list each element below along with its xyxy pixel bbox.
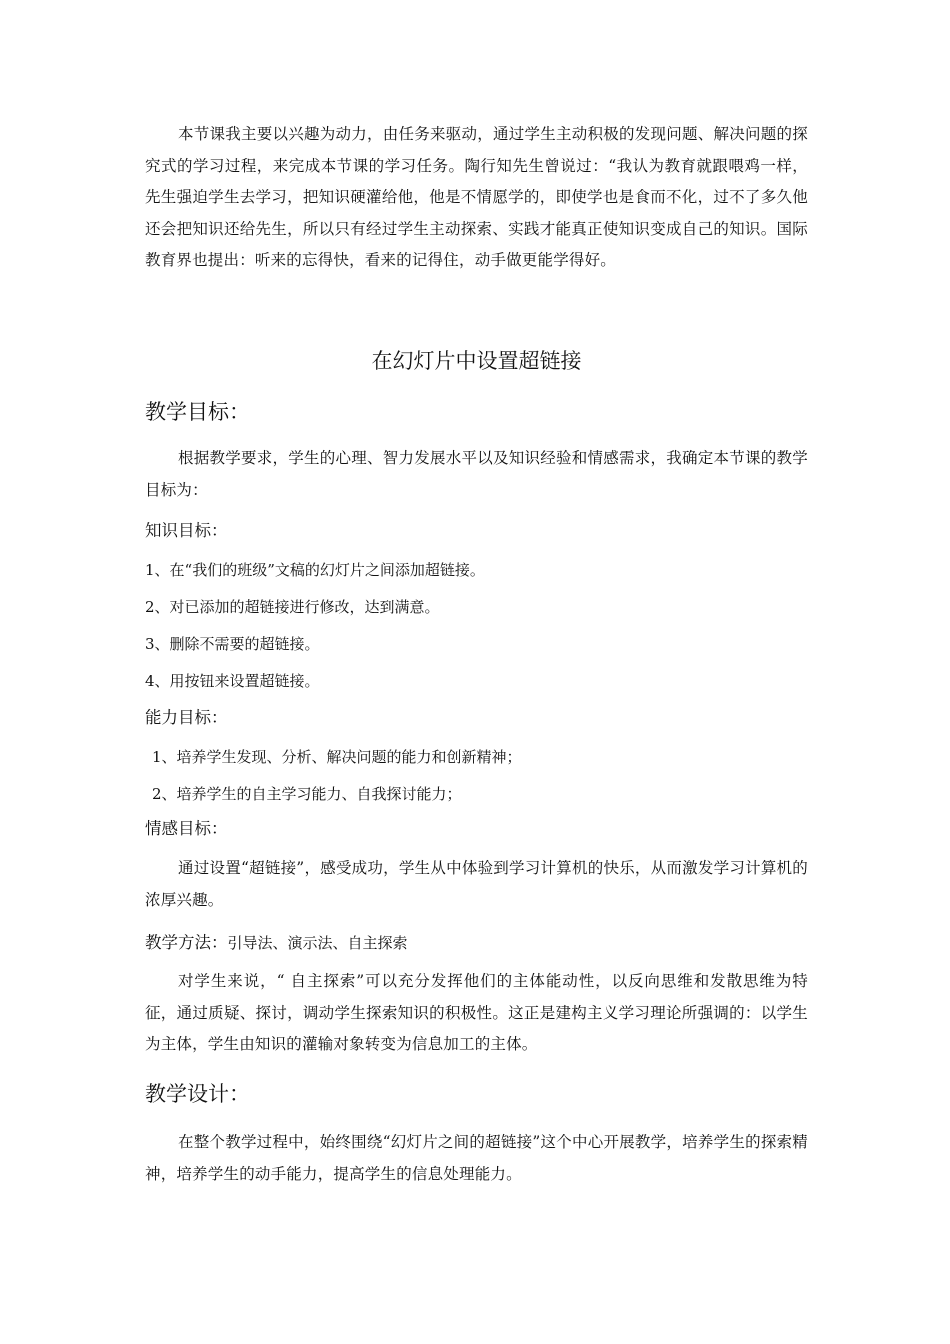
design-text: 在整个教学过程中，始终围绕“幻灯片之间的超链接”这个中心开展教学，培养学生的探索精神，培养学生的动手能力，提高学生的信息处理能力。: [145, 1133, 808, 1183]
emotion-objectives-heading: 情感目标：: [145, 819, 228, 838]
methods-text: 对学生来说，“ 自主探索”可以充分发挥他们的主体能动性，以反向思维和发散思维为特征，通过质疑、探讨，调动学生探索知识的积极性。这正是建构主义学习理论所强调的：以学生为主体，学生由知识的灌输对象转变为信息加工的主体。: [145, 972, 808, 1053]
emotion-objectives-text: 通过设置“超链接”，感受成功，学生从中体验到学习计算机的快乐，从而激发学习计算机的浓厚兴趣。: [145, 859, 808, 909]
knowledge-item-3: 3、删除不需要的超链接。: [145, 635, 320, 653]
methods-line: [145, 929, 808, 957]
page-title: 在幻灯片中设置超链接: [371, 349, 582, 373]
knowledge-item-1: 1、在“我们的班级”文稿的幻灯片之间添加超链接。: [145, 561, 485, 579]
ability-item-1: 1、培养学生发现、分析、解决问题的能力和创新精神；: [152, 748, 522, 766]
design-heading: 教学设计：: [145, 1082, 250, 1106]
methods-heading: 教学方法：: [145, 933, 228, 952]
ability-objectives-heading: 能力目标：: [145, 708, 228, 727]
methods-value: 引导法、演示法、自主探索: [227, 934, 408, 952]
ability-item-2: 2、培养学生的自主学习能力、自我探讨能力；: [152, 785, 462, 803]
objectives-intro: 根据教学要求，学生的心理、智力发展水平以及知识经验和情感需求，我确定本节课的教学目标为：: [145, 449, 808, 499]
knowledge-item-4: 4、用按钮来设置超链接。: [145, 672, 320, 690]
objectives-heading: 教学目标：: [145, 400, 250, 424]
knowledge-objectives-heading: 知识目标：: [145, 521, 228, 540]
knowledge-item-2: 2、对已添加的超链接进行修改，达到满意。: [145, 598, 440, 616]
intro-paragraph: 本节课我主要以兴趣为动力，由任务来驱动，通过学生主动积极的发现问题、解决问题的探究式的学习过程，来完成本节课的学习任务。陶行知先生曾说过：“我认为教育就跟喂鸡一样，先生强迫学生去学习，把知识硬灌给他，他是不情愿学的，即使学也是食而不化，过不了多久他还会把知识还给先生，所以只有经过学生主动探索、实践才能真正使知识变成自己的知识。国际教育界也提出：听来的忘得快，看来的记得住，动手做更能学得好。: [145, 125, 808, 269]
